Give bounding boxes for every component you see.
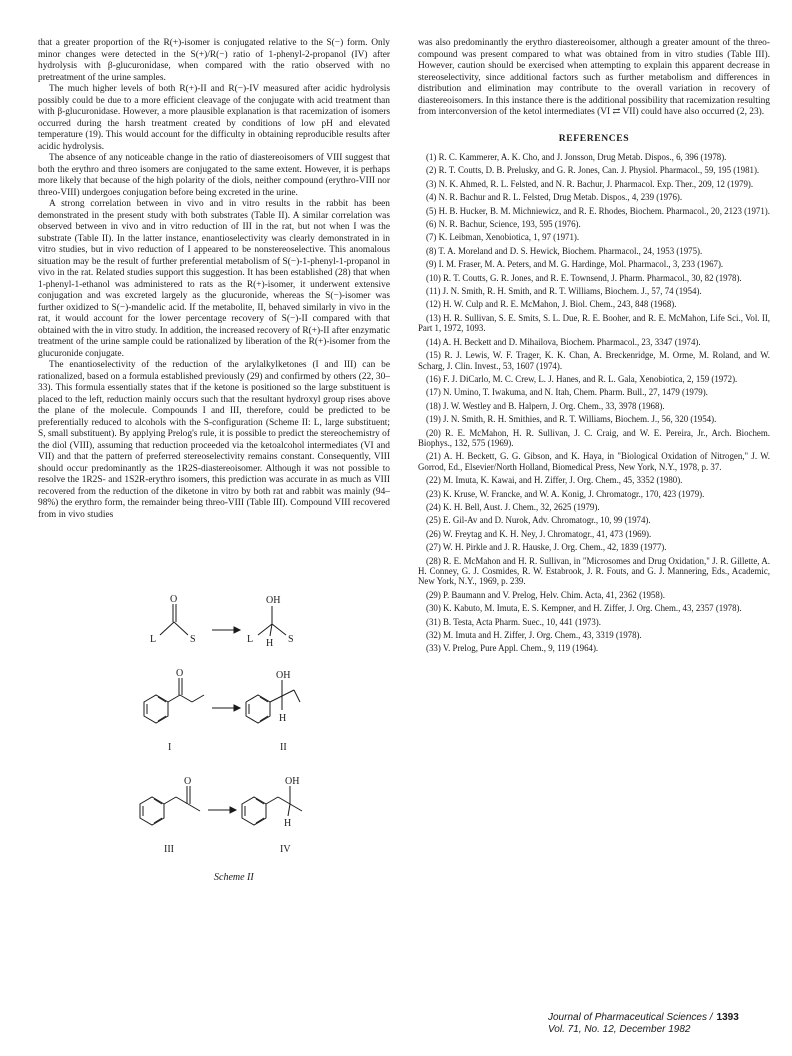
- atom-label-o: O: [170, 594, 178, 605]
- scheme-ii-figure: [130, 590, 340, 900]
- reference-item: (23) K. Kruse, W. Francke, and W. A. Konig, J. Chromatogr., 170, 423 (1979).: [426, 488, 705, 499]
- reference-item: (10) R. T. Coutts, G. R. Jones, and R. E. Townsend, J. Pharm. Pharmacol., 30, 82 (1978).: [426, 272, 742, 283]
- references-list: [418, 152, 770, 654]
- atom-label-oh: OH: [276, 670, 291, 681]
- compound-i-structure: [144, 668, 204, 753]
- volume-issue: Vol. 71, No. 12, December 1982: [548, 1024, 691, 1035]
- paragraph: A strong correlation between in vivo and in vitro results in the rabbit has been demonstrated in the present study with both substrates (Table II). A similar correlation was observed between in vivo and in vitro reduction of III in the rat, but not when I was the substrate (Table II). In the latter instance, enantioselectivity was clearly demonstrated in in vitro studies, but in vivo reduction of I appeared to be nonstereoselective. This anomalous situation may be the result of further preferential metabolism of S(−)-1-phenyl-1-propanol in vivo in the rat. Related studies support this suggestion. It has been established (28) that when 1-phenyl-1-ethanol was administered to rats as the R(+)-isomer, it underwent extensive conjugation and was excreted largely as the glucuronide, whereas the S(−)-isomer was further oxidized to S(−)-mandelic acid. If the metabolite, II, behaved similarly in vivo in the rat, it would account for the lower percentage recovery of S(−)-II compared with that obtained with the in vitro study. In addition, the increased recovery of R(+)-II after enzymatic treatment of the urine sample could be rationalized by liberation of the R(+)-isomer from the glucuronide conjugate.: [38, 199, 390, 359]
- reaction-arrow: [212, 705, 240, 711]
- reference-item: (21) A. H. Beckett, G. G. Gibson, and K. Haya, in "Biological Oxidation of Nitrogen," J. W. Gorrod, Ed., Elsevier/North Holland, Biomedical Press, New York, N.Y., 1978, p. 37.: [418, 451, 770, 472]
- reference-item: (8) T. A. Moreland and D. S. Hewick, Biochem. Pharmacol., 24, 1953 (1975).: [426, 245, 703, 256]
- reference-item: (24) K. H. Bell, Aust. J. Chem., 32, 2625 (1979).: [426, 501, 600, 512]
- reference-item: (3) N. K. Ahmed, R. L. Felsted, and N. R. Bachur, J. Pharmacol. Exp. Ther., 209, 12 (1979).: [426, 178, 754, 189]
- reference-item: (25) E. Gil-Av and D. Nurok, Adv. Chromatogr., 10, 99 (1974).: [426, 515, 651, 526]
- reference-item: (14) A. H. Beckett and D. Mihailova, Biochem. Pharmacol., 23, 3347 (1974).: [426, 336, 701, 347]
- page-footer: [548, 1012, 758, 1036]
- compound-label-iv: IV: [280, 844, 291, 855]
- journal-name: Journal of Pharmaceutical Sciences /: [548, 1012, 713, 1023]
- reference-item: (19) J. N. Smith, R. H. Smithies, and R. T. Williams, Biochem. J., 56, 320 (1954).: [426, 414, 717, 425]
- atom-label-o: O: [176, 668, 184, 679]
- compound-ii-structure: [246, 670, 300, 753]
- reaction-arrow: [212, 627, 240, 633]
- references-heading: REFERENCES: [558, 132, 630, 144]
- reference-item: (28) R. E. McMahon and H. R. Sullivan, in "Microsomes and Drug Oxidation," J. R. Gillette, A. H. Conney, G. J. Cosmides, R. W. Estabrook, J. R. Fouts, and G. J. Mannering, Eds., Academic, New York, N.Y., 1969, p. 239.: [418, 555, 770, 587]
- atom-label-h: H: [284, 818, 292, 829]
- atom-label-o: O: [184, 776, 192, 787]
- atom-label-s: S: [288, 634, 294, 645]
- reference-item: (29) P. Baumann and V. Prelog, Helv. Chim. Acta, 41, 2362 (1958).: [426, 589, 665, 600]
- reference-item: (15) R. J. Lewis, W. F. Trager, K. K. Chan, A. Breckenridge, M. Orme, M. Roland, and W. Scharg, J. Clin. Invest., 53, 1607 (1974).: [418, 350, 770, 371]
- reference-item: (13) H. R. Sullivan, S. E. Smits, S. L. Due, R. E. Booher, and R. E. McMahon, Life Sci., Vol. II, Part 1, 1972, 1093.: [418, 312, 770, 334]
- generic-ketone: [150, 594, 196, 645]
- reference-item: (2) R. T. Coutts, D. B. Prelusky, and G. R. Jones, Can. J. Physiol. Pharmacol., 59, 195 (1981).: [426, 165, 760, 176]
- compound-iii-structure: [140, 776, 200, 855]
- page-number: 1393: [716, 1012, 739, 1023]
- compound-label-ii: II: [280, 742, 287, 753]
- reference-item: (7) K. Leibman, Xenobiotica, 1, 97 (1971).: [426, 232, 580, 243]
- reference-item: (9) I. M. Fraser, M. A. Peters, and M. G. Hardinge, Mol. Pharmacol., 3, 233 (1967).: [426, 259, 724, 270]
- reference-item: (20) R. E. McMahon, H. R. Sullivan, J. C. Craig, and W. E. Pereira, Jr., Arch. Biochem. Biophys., 132, 575 (1969).: [418, 427, 770, 448]
- left-column: [38, 38, 390, 521]
- right-column: [418, 38, 770, 657]
- scheme-caption: Scheme II: [214, 872, 254, 883]
- reference-item: (11) J. N. Smith, R. H. Smith, and R. T. Williams, Biochem. J., 57, 74 (1954).: [426, 286, 702, 297]
- reference-item: (12) H. W. Culp and R. E. McMahon, J. Biol. Chem., 243, 848 (1968).: [426, 299, 677, 310]
- atom-label-l: L: [247, 634, 254, 645]
- compound-label-i: I: [168, 742, 172, 753]
- reference-item: (6) N. R. Bachur, Science, 193, 595 (1976).: [426, 219, 581, 230]
- generic-alcohol: [247, 595, 294, 649]
- paragraph: that a greater proportion of the R(+)-isomer is conjugated relative to the S(−) form. Only minor changes were detected in the S(+)/R(−) ratio of 1-phenyl-2-propanol (IV) after hydrolysis with β-glucuronidase, when compared with the ratio observed with no pretreatment of the urine samples.: [38, 38, 390, 83]
- reference-item: (16) F. J. DiCarlo, M. C. Crew, L. J. Hanes, and R. L. Gala, Xenobiotica, 2, 159 (1972).: [426, 373, 738, 384]
- atom-label-s: S: [190, 634, 196, 645]
- reference-item: (27) W. H. Pirkle and J. R. Hauske, J. Org. Chem., 42, 1839 (1977).: [426, 542, 667, 553]
- reference-item: (22) M. Imuta, K. Kawai, and H. Ziffer, J. Org. Chem., 45, 3352 (1980).: [426, 475, 683, 486]
- atom-label-h: H: [266, 638, 274, 649]
- reference-item: (30) K. Kabuto, M. Imuta, E. S. Kempner, and H. Ziffer, J. Org. Chem., 43, 2357 (1978).: [426, 603, 742, 614]
- compound-label-iii: III: [164, 844, 174, 855]
- paragraph: The absence of any noticeable change in the ratio of diastereoisomers of VIII suggest that both the erythro and threo isomers are conjugated to the same extent. However, it is perhaps more likely that because of the high polarity of the diols, neither compound (erythro-VIII nor threo-VIII) undergoes conjugation before being excreted in the urine.: [38, 153, 390, 198]
- atom-label-h: H: [279, 713, 287, 724]
- paragraph: The enantioselectivity of the reduction of the arylalkylketones (I and III) can be rationalized, based on a formula established previously (29) and confirmed by others (22, 30–33). This formula essentially states that if the ketone is positioned so the large substituent is placed to the left, reduction mainly occurs such that the resultant hydroxyl group rises above the plane of the molecule. Compounds I and III, therefore, could be predicted to be preferentially reduced to alcohols with the S-configuration (Scheme II: L, large substituent; S, small substituent). By applying Prelog's rule, it is possible to predict the stereochemistry of the diol (VIII), assuming that reduction proceeded via the ketoalcohol intermediates (VI and VII) and that the pattern of preferred stereoselectivity remains constant. Consequently, VIII should occur predominantly as the 1R2S-diastereoisomer. Although it was not possible to resolve the 1R2S- and 1S2R-erythro isomers, this prediction was accurate in as much as VIII recovered from the reduction of the diketone in vitro by both rat and rabbit was mainly (94–98%) the erythro form, the remainder being threo-VIII (Table III). Compound VIII recovered from in vivo studies: [38, 360, 390, 520]
- reaction-arrow: [208, 807, 236, 813]
- atom-label-oh: OH: [285, 776, 300, 787]
- reference-item: (32) M. Imuta and H. Ziffer, J. Org. Chem., 43, 3319 (1978).: [426, 630, 642, 641]
- reference-item: (26) W. Freytag and K. H. Ney, J. Chromatogr., 41, 473 (1969).: [426, 528, 652, 539]
- reference-item: (5) H. B. Hucker, B. M. Michniewicz, and R. E. Rhodes, Biochem. Pharmacol., 20, 2123 (1971).: [426, 205, 770, 216]
- reference-item: (33) V. Prelog, Pure Appl. Chem., 9, 119 (1964).: [426, 643, 599, 654]
- reference-item: (4) N. R. Bachur and R. L. Felsted, Drug Metab. Dispos., 4, 239 (1976).: [426, 192, 683, 203]
- atom-label-oh: OH: [266, 595, 281, 606]
- reference-item: (1) R. C. Kammerer, A. K. Cho, and J. Jonsson, Drug Metab. Dispos., 6, 396 (1978).: [426, 152, 727, 162]
- compound-iv-structure: [242, 776, 302, 855]
- reference-item: (18) J. W. Westley and B. Halpern, J. Org. Chem., 33, 3978 (1968).: [426, 400, 665, 411]
- reference-item: (17) N. Umino, T. Iwakuma, and N. Itah, Chem. Pharm. Bull., 27, 1479 (1979).: [426, 387, 708, 398]
- paragraph: was also predominantly the erythro diastereoisomer, although a greater amount of the threo-compound was present compared to what was obtained from in vitro studies (Table III). However, caution should be exercised when attempting to explain this apparent decrease in stereoselectivity, since additional factors such as further metabolism and differences in distribution and elimination may contribute to the overall variation in recovery of diastereoisomers. In this instance there is the additional possibility that racemization resulting from interconversion of the ketol intermediates (VI ⇄ VII) could have also occurred (2, 23).: [418, 38, 770, 117]
- reference-item: (31) B. Testa, Acta Pharm. Suec., 10, 441 (1973).: [426, 616, 601, 627]
- paragraph: The much higher levels of both R(+)-II and R(−)-IV measured after acidic hydrolysis possibly could be due to a more efficient cleavage of the conjugate with acid treatment than with β-glucuronidase. However, a more plausible explanation is that racemization of isomers occurred during the harsh treatment created by conditions of low pH and elevated temperature (19). This would account for the difficulty in obtaining reproducible results after acidic hydrolysis.: [38, 84, 390, 152]
- atom-label-l: L: [150, 634, 157, 645]
